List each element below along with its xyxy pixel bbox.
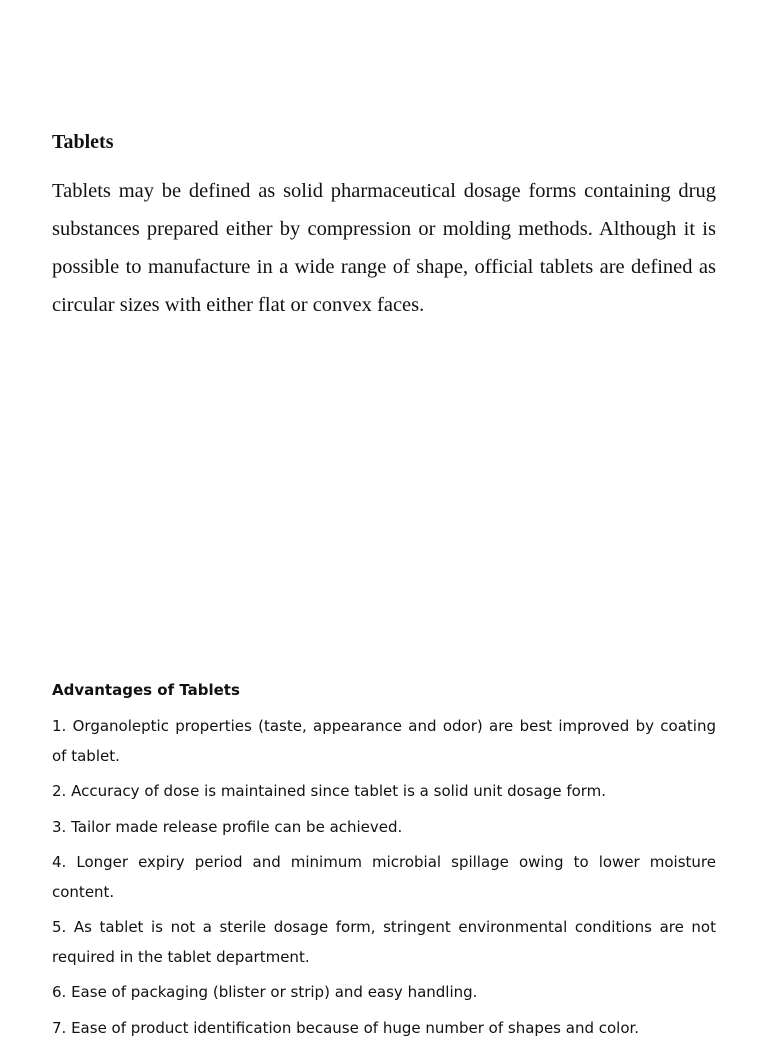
advantages-section: [52, 678, 716, 1049]
advantage-item: 1. Organoleptic properties (taste, appearance and odor) are best improved by coating of tablet.: [52, 717, 716, 765]
advantage-item: 4. Longer expiry period and minimum microbial spillage owing to lower moisture content.: [52, 853, 716, 901]
tablets-heading: Tablets: [52, 131, 114, 153]
advantage-item: 7. Ease of product identification because of huge number of shapes and color.: [52, 1018, 640, 1037]
advantage-item: 2. Accuracy of dose is maintained since tablet is a solid unit dosage form.: [52, 782, 607, 800]
tablets-definition-paragraph: Tablets may be defined as solid pharmaceutical dosage forms containing drug substances prepared either by compression or molding methods. Although it is possible to manufacture in a wide range of shape, official tablets are defined as circular sizes with either flat or convex faces.: [52, 180, 716, 316]
advantage-item: 5. As tablet is not a sterile dosage form, stringent environmental conditions are not required in the tablet department.: [52, 918, 716, 966]
advantage-item: 6. Ease of packaging (blister or strip) and easy handling.: [52, 983, 478, 1001]
advantages-heading: Advantages of Tablets: [52, 681, 240, 699]
advantages-list: [52, 712, 716, 1043]
tablets-section: [52, 128, 716, 324]
advantage-item: 3. Tailor made release profile can be achieved.: [52, 817, 403, 836]
